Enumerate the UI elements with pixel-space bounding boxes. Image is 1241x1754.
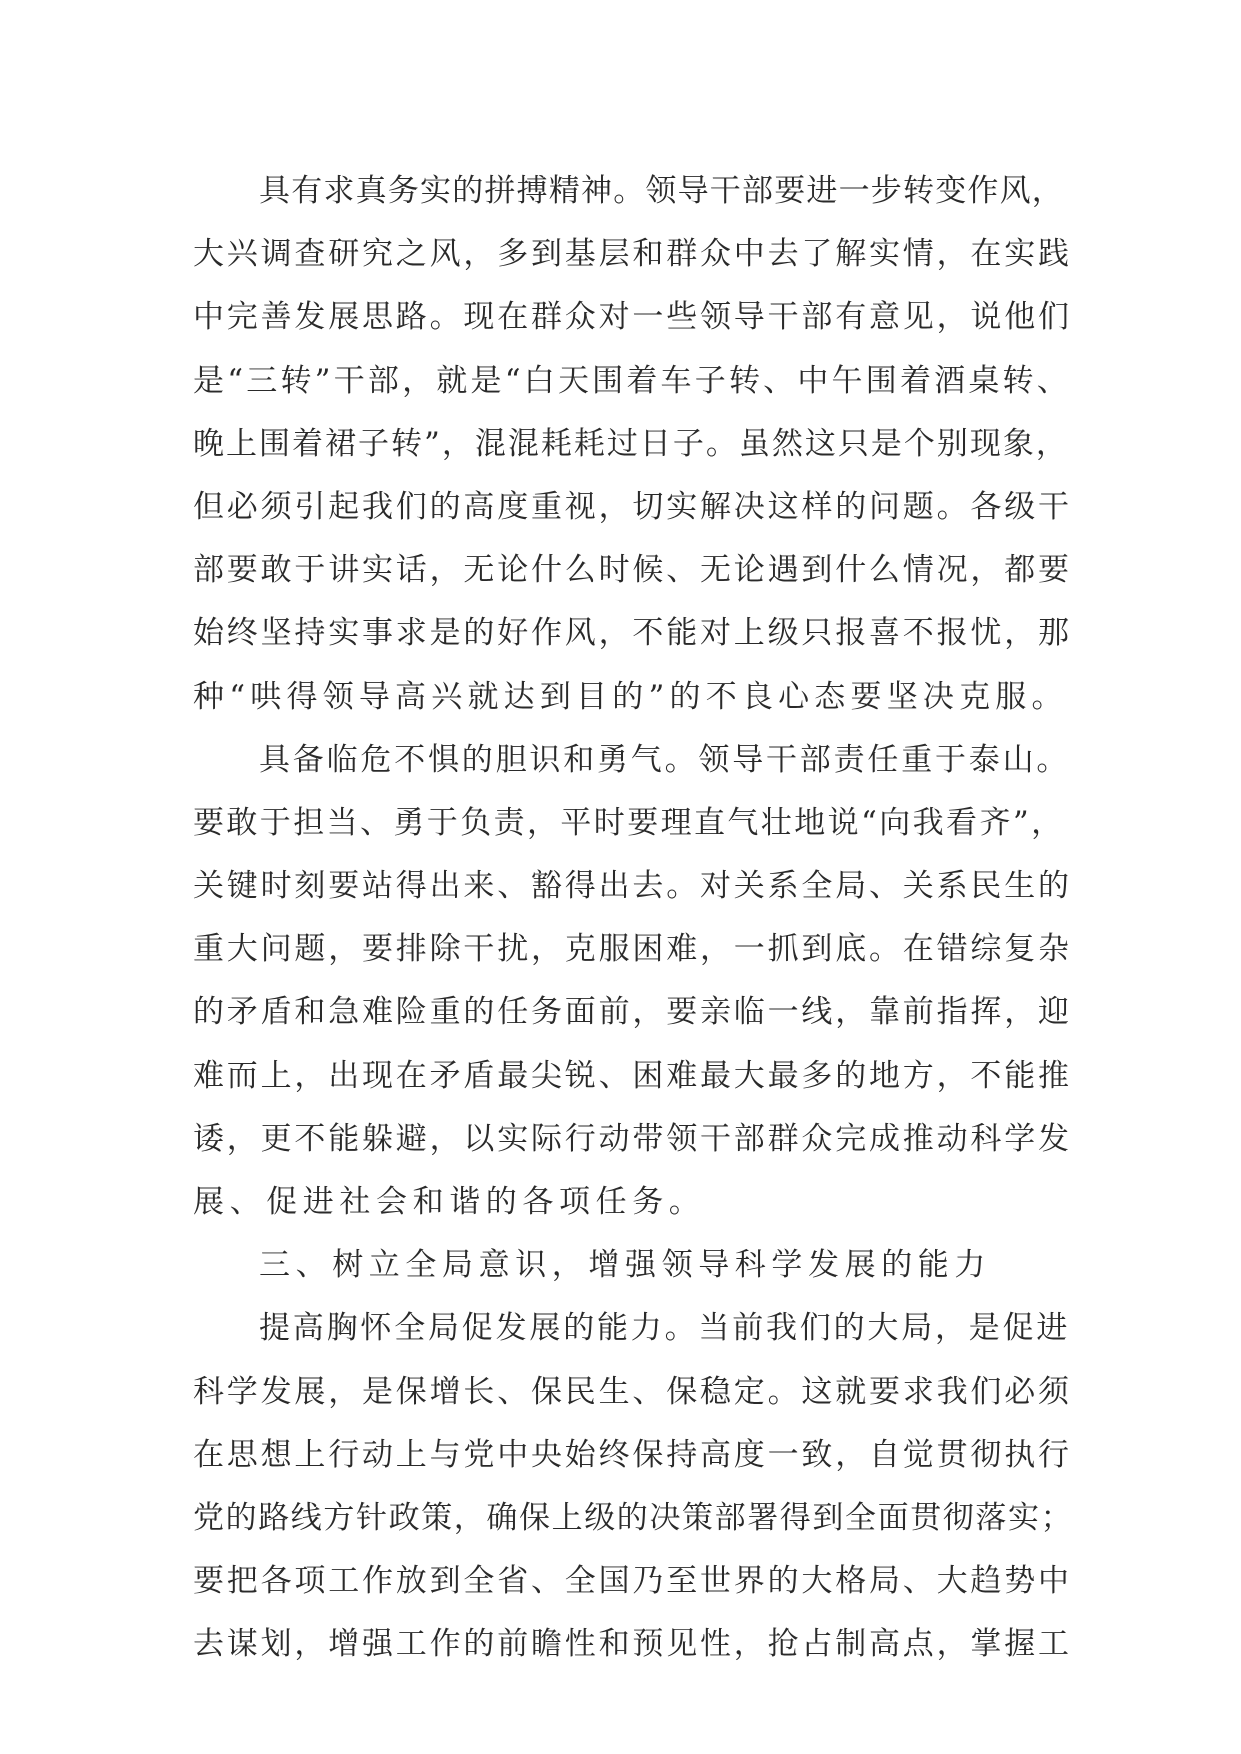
body-text <box>193 160 1073 1677</box>
text-line: 去谋划，增强工作的前瞻性和预见性，抢占制高点，掌握工 <box>193 1626 1072 1663</box>
text-line: 但必须引起我们的高度重视，切实解决这样的问题。各级干 <box>193 488 1072 525</box>
section-heading: 三、树立全局意识，增强领导科学发展的能力 <box>259 1247 991 1284</box>
text-line: 大兴调查研究之风，多到基层和群众中去了解实情，在实践 <box>193 236 1072 273</box>
text-line: 要敢于担当、勇于负责，平时要理直气壮地说“向我看齐”， <box>193 804 1065 841</box>
text-line: 中完善发展思路。现在群众对一些领导干部有意见，说他们 <box>193 299 1072 336</box>
text-line: 诿，更不能躲避，以实际行动带领干部群众完成推动科学发 <box>193 1120 1072 1157</box>
text-line: 要把各项工作放到全省、全国乃至世界的大格局、大趋势中 <box>193 1563 1072 1600</box>
text-line: 关键时刻要站得出来、豁得出去。对关系全局、关系民生的 <box>193 868 1072 905</box>
text-line: 的矛盾和急难险重的任务面前，要亲临一线，靠前指挥，迎 <box>193 994 1072 1031</box>
text-line: 具备临危不惧的胆识和勇气。领导干部责任重于泰山。 <box>259 741 1071 778</box>
text-line: 晚上围着裙子转”，混混耗耗过日子。虽然这只是个别现象， <box>193 425 1069 462</box>
text-line: 难而上，出现在矛盾最尖锐、困难最大最多的地方，不能推 <box>193 1057 1072 1094</box>
text-line: 提高胸怀全局促发展的能力。当前我们的大局，是促进 <box>259 1310 1071 1347</box>
text-line: 在思想上行动上与党中央始终保持高度一致，自觉贯彻执行 <box>193 1436 1072 1473</box>
text-line: 党的路线方针政策，确保上级的决策部署得到全面贯彻落实； <box>193 1499 1074 1536</box>
text-line: 展、促进社会和谐的各项任务。 <box>193 1184 706 1220</box>
text-line: 科学发展，是保增长、保民生、保稳定。这就要求我们必须 <box>193 1373 1072 1410</box>
text-line: 具有求真务实的拼搏精神。领导干部要进一步转变作风， <box>259 173 1064 209</box>
text-line: 重大问题，要排除干扰，克服困难，一抓到底。在错综复杂 <box>193 931 1072 968</box>
text-line: 始终坚持实事求是的好作风，不能对上级只报喜不报忧，那 <box>193 615 1072 652</box>
text-line: 部要敢于讲实话，无论什么时候、无论遇到什么情况，都要 <box>193 552 1072 589</box>
text-line: 种“哄得领导高兴就达到目的”的不良心态要坚决克服。 <box>193 678 1068 715</box>
text-line: 是“三转”干部，就是“白天围着车子转、中午围着酒桌转、 <box>193 362 1071 399</box>
